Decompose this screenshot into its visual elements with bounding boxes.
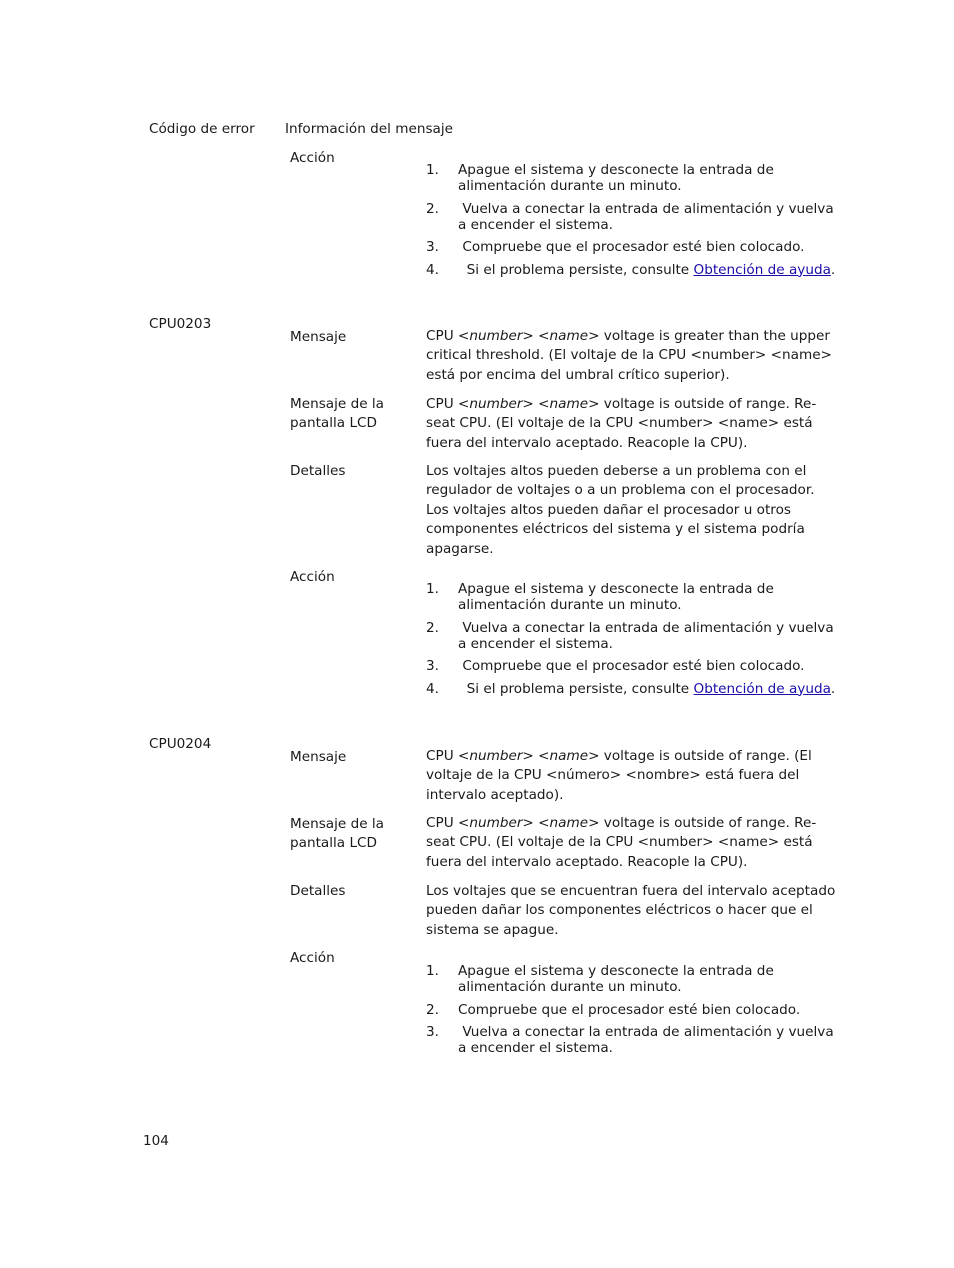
step-text: Apague el sistema y desconecte la entrada de alimentación durante un minuto. [458, 162, 774, 194]
step-text: Vuelva a conectar la entrada de alimentación y vuelva a encender el sistema. [458, 200, 839, 233]
accion-steps-list [426, 581, 839, 703]
text-part-italic: <number> [457, 328, 534, 344]
mensaje-text [426, 747, 836, 805]
detalles-label: Detalles [290, 883, 346, 899]
text-part: CPU [426, 396, 458, 412]
step-number: 2. [426, 619, 439, 636]
list-item [426, 239, 836, 255]
text-part: CPU [426, 815, 458, 831]
lcd-message-text [426, 395, 836, 453]
step-text: Apague el sistema y desconecte la entrada de alimentación durante un minuto. [458, 581, 774, 613]
accion-label: Acción [290, 150, 335, 166]
text-part: voltage is greater than the upper critical threshold. (El voltaje de la CPU <number> <name> está por encima del umbral crítico superior). [426, 328, 832, 383]
step-number: 1. [426, 963, 439, 979]
step-number: 1. [426, 581, 439, 597]
lcd-message-label [290, 395, 415, 433]
text-part: voltage is outside of range. (El voltaje de la CPU <número> <nombre> está fuera del intervalo aceptado). [426, 748, 812, 803]
step-number: 3. [426, 239, 439, 256]
list-item [426, 1002, 836, 1018]
step-text: Vuelva a conectar la entrada de alimentación y vuelva a encender el sistema. [458, 1024, 839, 1057]
text-part: CPU [426, 748, 458, 764]
accion-label: Acción [290, 950, 335, 966]
text-part-italic: <number> [457, 748, 534, 764]
label-line: pantalla LCD [290, 415, 377, 431]
mensaje-text [426, 327, 836, 385]
detalles-text: Los voltajes que se encuentran fuera del intervalo aceptado pueden dañar los componentes eléctricos o hacer que el sistema se apague. [426, 883, 836, 938]
step-text: Compruebe que el procesador esté bien colocado. [458, 658, 805, 675]
step-text: Apague el sistema y desconecte la entrada de alimentación durante un minuto. [458, 963, 774, 995]
page-number: 104 [143, 1133, 169, 1149]
text-part-italic: <name> [538, 748, 600, 764]
accion-steps-list [426, 162, 839, 284]
column-header-message-info: Información del mensaje [285, 121, 454, 137]
step-number: 1. [426, 162, 439, 178]
mensaje-label: Mensaje [290, 329, 347, 345]
step-text: Compruebe que el procesador esté bien colocado. [458, 1001, 801, 1018]
list-item [426, 200, 839, 233]
text-part-italic: <number> [457, 815, 534, 831]
accion-label: Acción [290, 569, 335, 585]
step-number: 4. [426, 261, 439, 278]
text-part-italic: <name> [538, 396, 600, 412]
list-item [426, 162, 836, 194]
step-number: 2. [426, 1001, 439, 1018]
label-line: Mensaje de la [290, 396, 385, 412]
mensaje-label: Mensaje [290, 749, 347, 765]
detalles-text: Los voltajes altos pueden deberse a un problema con el regulador de voltajes o a un problema con el procesador. Los voltajes altos pueden dañar el procesador u otros componentes eléctricos del sistema y el sistema podría apagarse. [426, 463, 815, 557]
label-line: Mensaje de la [290, 816, 385, 832]
accion-steps-list [426, 963, 839, 1063]
label-line: pantalla LCD [290, 835, 377, 851]
text-part: CPU [426, 328, 458, 344]
list-item [426, 581, 836, 613]
error-code: CPU0203 [149, 316, 212, 332]
step-text: Compruebe que el procesador esté bien colocado. [458, 239, 805, 256]
step-number: 4. [426, 680, 439, 697]
step-text: Si el problema persiste, consulte [458, 261, 694, 278]
obtencion-de-ayuda-link[interactable]: Obtención de ayuda [693, 680, 831, 697]
step-number: 3. [426, 1024, 439, 1041]
detalles-label: Detalles [290, 463, 346, 479]
list-item [426, 619, 839, 652]
step-number: 3. [426, 658, 439, 675]
error-code: CPU0204 [149, 736, 212, 752]
lcd-message-label [290, 815, 415, 853]
list-item [426, 262, 836, 278]
step-text-end: . [830, 680, 836, 697]
lcd-message-text [426, 814, 836, 872]
text-part: voltage is outside of range. Re-seat CPU. (El voltaje de la CPU <number> <name> está fuera del intervalo aceptado. Reacople la CPU). [426, 396, 817, 451]
list-item [426, 658, 836, 674]
list-item [426, 1024, 839, 1057]
step-text: Vuelva a conectar la entrada de alimentación y vuelva a encender el sistema. [458, 619, 839, 652]
text-part-italic: <name> [538, 328, 600, 344]
obtencion-de-ayuda-link[interactable]: Obtención de ayuda [693, 261, 831, 278]
list-item [426, 963, 836, 995]
text-part-italic: <number> [457, 396, 534, 412]
column-header-error-code: Código de error [149, 121, 255, 137]
text-part-italic: <name> [538, 815, 600, 831]
step-text-end: . [830, 261, 836, 278]
list-item [426, 681, 836, 697]
text-part: voltage is outside of range. Re-seat CPU. (El voltaje de la CPU <number> <name> está fuera del intervalo aceptado. Reacople la CPU). [426, 815, 817, 870]
step-number: 2. [426, 200, 439, 217]
step-text: Si el problema persiste, consulte [458, 680, 694, 697]
